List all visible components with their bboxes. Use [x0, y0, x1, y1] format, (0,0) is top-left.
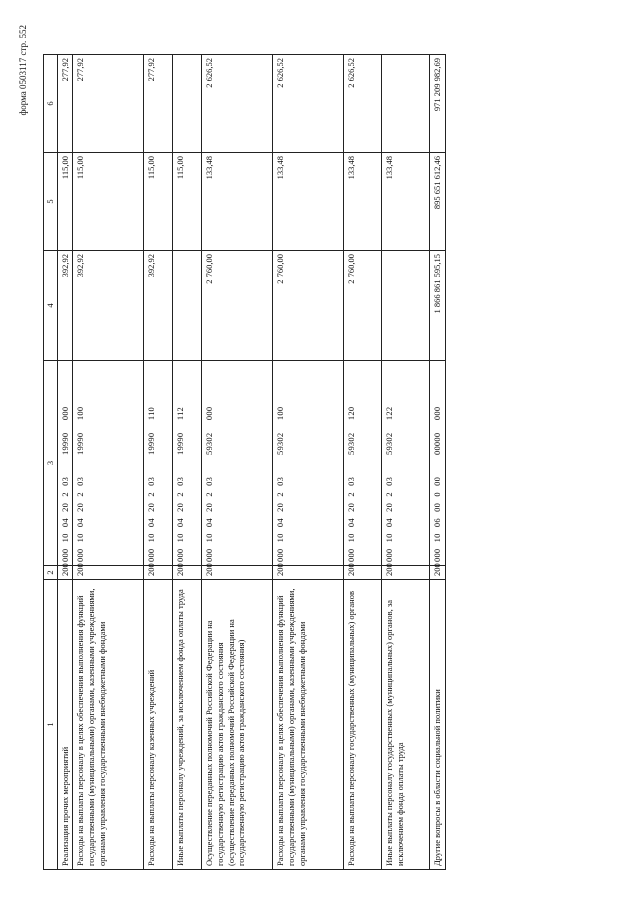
row-executed: 133,48 — [382, 153, 430, 251]
row-executed: 115,00 — [144, 153, 173, 251]
row-approved: 2 760,00 — [202, 251, 273, 361]
row-executed: 133,48 — [344, 153, 382, 251]
row-line-code: 200 — [57, 566, 73, 580]
table-row — [144, 55, 173, 870]
row-line-code: 200 — [273, 566, 344, 580]
header-cell: 6 — [44, 55, 58, 153]
row-budget-code: 000 10 04 20 2 0319990 112 — [173, 361, 202, 566]
table-row — [173, 55, 202, 870]
row-approved: 1 866 861 595,15 — [430, 251, 446, 361]
table-row — [57, 55, 73, 870]
row-approved: 392,92 — [144, 251, 173, 361]
table-row — [382, 55, 430, 870]
table-row — [273, 55, 344, 870]
row-line-code: 200 — [173, 566, 202, 580]
row-executed: 115,00 — [57, 153, 73, 251]
header-cell: 3 — [44, 361, 58, 566]
row-name: Реализация прочих мероприятий — [57, 580, 73, 870]
row-line-code: 200 — [202, 566, 273, 580]
row-budget-code: 000 10 04 20 2 0359302 120 — [344, 361, 382, 566]
row-executed: 133,48 — [202, 153, 273, 251]
row-unexecuted — [382, 55, 430, 153]
row-approved — [173, 251, 202, 361]
row-approved — [382, 251, 430, 361]
table-row — [202, 55, 273, 870]
row-name: Иные выплаты персоналу учреждений, за исключением фонда оплаты труда — [173, 580, 202, 870]
row-name: Осуществление переданных полномочий Российской Федерации на государственную регистрацию актов гражданского состояния (осуществление переданных полномочий Российской Федерации на государственную регистрацию актов гражданского состояния) — [202, 580, 273, 870]
row-budget-code: 000 10 04 20 2 0319990 100 — [73, 361, 144, 566]
row-budget-code: 000 10 04 20 2 0359302 100 — [273, 361, 344, 566]
row-line-code: 200 — [73, 566, 144, 580]
row-line-code: 200 — [382, 566, 430, 580]
row-budget-code: 000 10 04 20 2 0359302 000 — [202, 361, 273, 566]
table-row — [73, 55, 144, 870]
header-cell: 4 — [44, 251, 58, 361]
table-row — [430, 55, 446, 870]
row-unexecuted: 277,92 — [57, 55, 73, 153]
header-row — [44, 55, 58, 870]
row-budget-code: 000 10 04 20 2 0359302 122 — [382, 361, 430, 566]
row-budget-code: 000 10 04 20 2 0319990 000 — [57, 361, 73, 566]
row-approved: 2 760,00 — [344, 251, 382, 361]
table-row — [344, 55, 382, 870]
row-name: Расходы на выплаты персоналу в целях обеспечения выполнения функций государственными (муниципальными) органами, казенными учреждениями, органами управления государственными внебюджетными фондами — [73, 580, 144, 870]
header-cell: 1 — [44, 580, 58, 870]
row-unexecuted: 2 626,52 — [273, 55, 344, 153]
form-label: форма 0503117 стр. 552 — [18, 25, 28, 116]
header-cell: 5 — [44, 153, 58, 251]
row-unexecuted — [173, 55, 202, 153]
row-unexecuted: 277,92 — [144, 55, 173, 153]
row-line-code: 200 — [430, 566, 446, 580]
row-line-code: 200 — [144, 566, 173, 580]
row-approved: 2 760,00 — [273, 251, 344, 361]
row-name: Расходы на выплаты персоналу казенных учреждений — [144, 580, 173, 870]
budget-table — [43, 54, 446, 870]
row-executed: 895 651 612,46 — [430, 153, 446, 251]
row-executed: 115,00 — [173, 153, 202, 251]
row-budget-code: 000 10 04 20 2 0319990 110 — [144, 361, 173, 566]
row-line-code: 200 — [344, 566, 382, 580]
row-name: Другие вопросы в области социальной политики — [430, 580, 446, 870]
row-budget-code: 000 10 06 00 0 0000000 000 — [430, 361, 446, 566]
row-approved: 392,92 — [73, 251, 144, 361]
row-unexecuted: 277,92 — [73, 55, 144, 153]
row-executed: 133,48 — [273, 153, 344, 251]
header-cell: 2 — [44, 566, 58, 580]
row-name: Расходы на выплаты персоналу государственных (муниципальных) органов — [344, 580, 382, 870]
row-unexecuted: 2 626,52 — [344, 55, 382, 153]
row-name: Расходы на выплаты персоналу в целях обеспечения выполнения функций государственными (муниципальными) органами, казенными учреждениями, органами управления государственными внебюджетными фондами — [273, 580, 344, 870]
row-executed: 115,00 — [73, 153, 144, 251]
row-unexecuted: 2 626,52 — [202, 55, 273, 153]
row-approved: 392,92 — [57, 251, 73, 361]
row-name: Иные выплаты персоналу государственных (муниципальных) органов, за исключением фонда оплаты труда — [382, 580, 430, 870]
row-unexecuted: 971 209 982,69 — [430, 55, 446, 153]
